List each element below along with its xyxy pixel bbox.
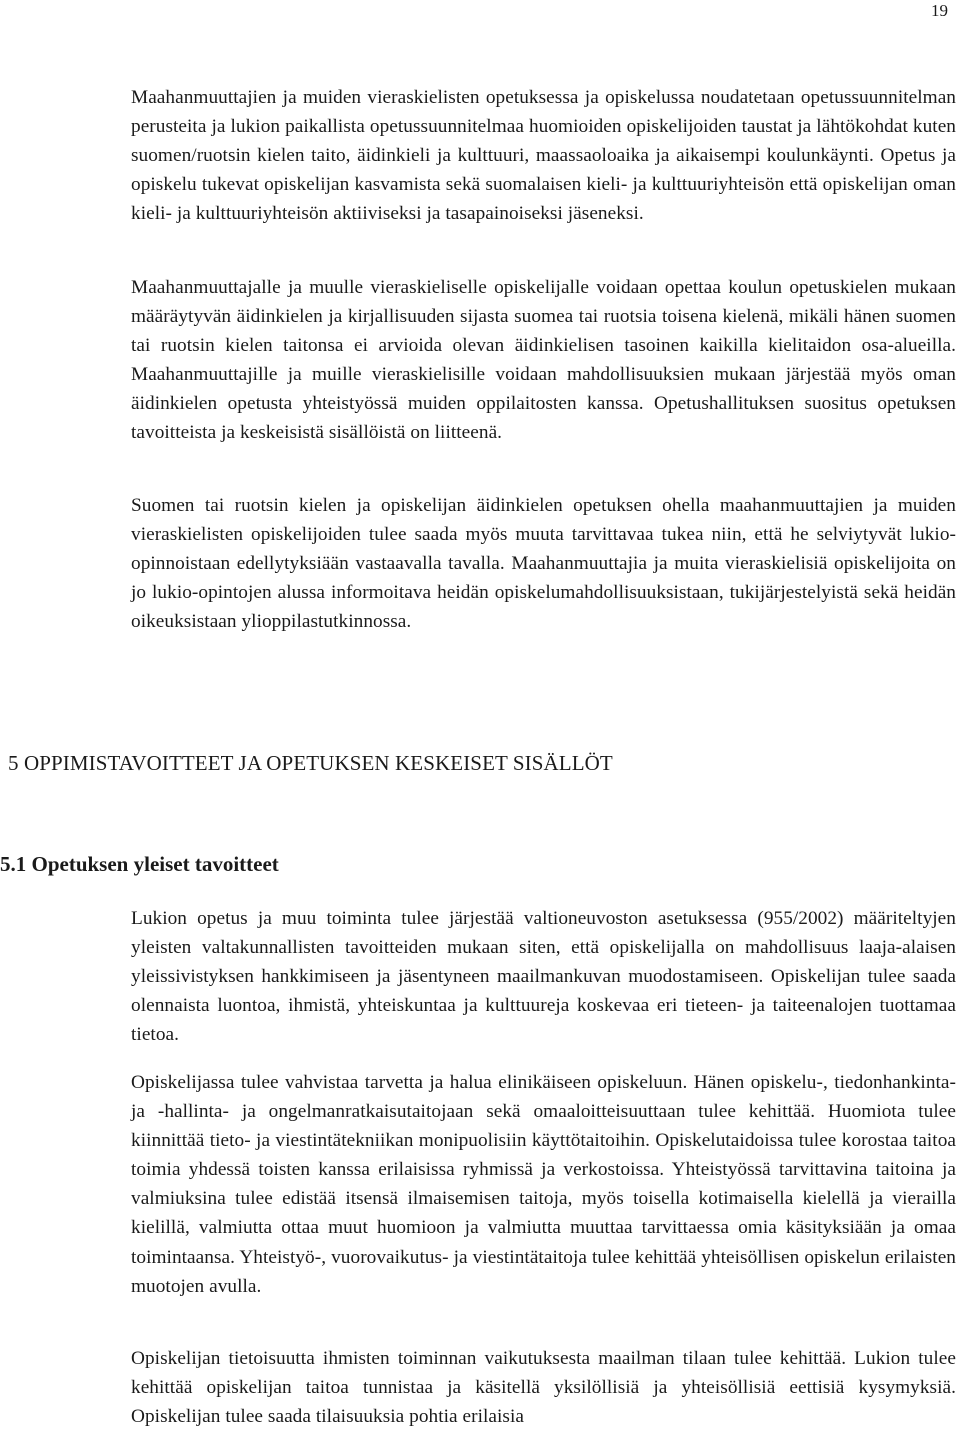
page-number: 19 (931, 1, 948, 20)
section-heading-5: 5 OPPIMISTAVOITTEET JA OPETUKSEN KESKEISET SISÄLLÖT (8, 751, 613, 775)
section-heading-5-1: 5.1 Opetuksen yleiset tavoitteet (0, 852, 279, 876)
paragraph-second-language: Maahanmuuttajalle ja muulle vieraskieliselle opiskelijalle voidaan opettaa koulun opetuskielen mukaan määräytyvän äidinkielen ja kirjallisuuden sijasta suomea tai ruotsia toisena kielenä, mikäli hänen suomen tai ruotsin kielen taitonsa ei arvioida olevan äidinkielisen tasoinen kaikilla kielitaidon osa-alueilla. Maahanmuuttajille ja muille vieraskielisille voidaan mahdollisuuksien mukaan järjestää myös oman äidinkielen opetusta yhteistyössä muiden oppilaitosten kanssa. Opetushallituksen suositus opetuksen tavoitteista ja keskeisistä sisällöistä on liitteenä. (131, 277, 956, 444)
paragraph-immigrant-education: Maahanmuuttajien ja muiden vieraskielisten opetuksessa ja opiskelussa noudatetaan opetussuunnitelman perusteita ja lukion paikallista opetussuunnitelmaa huomioiden opiskelijoiden taustat ja lähtökohdat kuten suomen/ruotsin kielen taito, äidinkieli ja kulttuuri, maassaoloaika ja aikaisempi koulunkäynti. Opetus ja opiskelu tukevat opiskelijan kasvamista sekä suomalaisen kieli- ja kulttuuriyhteisön että opiskelijan oman kieli- ja kulttuuriyhteisön aktiiviseksi ja tasapainoiseksi jäseneksi. (131, 87, 956, 225)
paragraph-general-goals: Lukion opetus ja muu toiminta tulee järjestää valtioneuvoston asetuksessa (955/2002) määriteltyjen yleisten valtakunnallisten tavoitteiden mukaan siten, että opiskelijalla on mahdollisuus laaja-alaisen yleissivistyksen hankkimiseen ja jäsentyneen maailmankuvan muodostamiseen. Opiskelijan tulee saada olennaista luontoa, ihmistä, yhteiskuntaa ja kulttuureja koskevaa eri tieteen- ja taiteenalojen tuottamaa tietoa. (131, 908, 956, 1046)
paragraph-awareness: Opiskelijan tietoisuutta ihmisten toiminnan vaikutuksesta maailman tilaan tulee kehittää. Lukion tulee kehittää opiskelijan taitoa tunnistaa ja käsitellä yksilöllisiä ja yhteisöllisiä eettisiä kysymyksiä. Opiskelijan tulee saada tilaisuuksia pohtia erilaisia (131, 1348, 956, 1428)
paragraph-lifelong-learning: Opiskelijassa tulee vahvistaa tarvetta ja halua elinikäiseen opiskeluun. Hänen opiskelu-, tiedonhankinta- ja -hallinta- ja ongelmanratkaisutaitojaan sekä omaaloitteisuuttaan tulee kehittää. Huomiota tulee kiinnittää tieto- ja viestintätekniikan monipuolisiin käyttötaitoihin. Opiskelutaidoissa tulee korostaa taitoa toimia yhdessä toisten kanssa erilaisissa ryhmissä ja verkostoissa. Yhteistyössä tarvittavina taitoina ja valmiuksina tulee edistää itsensä ilmaisemisen taitoja, myös toisella kotimaisella kielellä ja vierailla kielillä, valmiutta ottaa muut huomioon ja valmiutta muuttaa tarvittaessa omia käsityksiään ja omaa toimintaansa. Yhteistyö-, vuorovaikutus- ja viestintätaitoja tulee kehittää yhteisöllisen opiskelun erilaisten muotojen avulla. (131, 1072, 956, 1297)
paragraph-support: Suomen tai ruotsin kielen ja opiskelijan äidinkielen opetuksen ohella maahanmuuttajien ja muiden vieraskielisten opiskelijoiden tulee saada myös muuta tarvittavaa tukea niin, että he selviytyvät lukio-opinnoistaan edellytyksiään vastaavalla tavalla. Maahanmuuttajia ja muita vieraskielisiä opiskelijoita on jo lukio-opintojen alussa informoitava heidän opiskelumahdollisuuksistaan, tukijärjestelyistä sekä heidän oikeuksistaan ylioppilastutkinnossa. (131, 495, 956, 633)
